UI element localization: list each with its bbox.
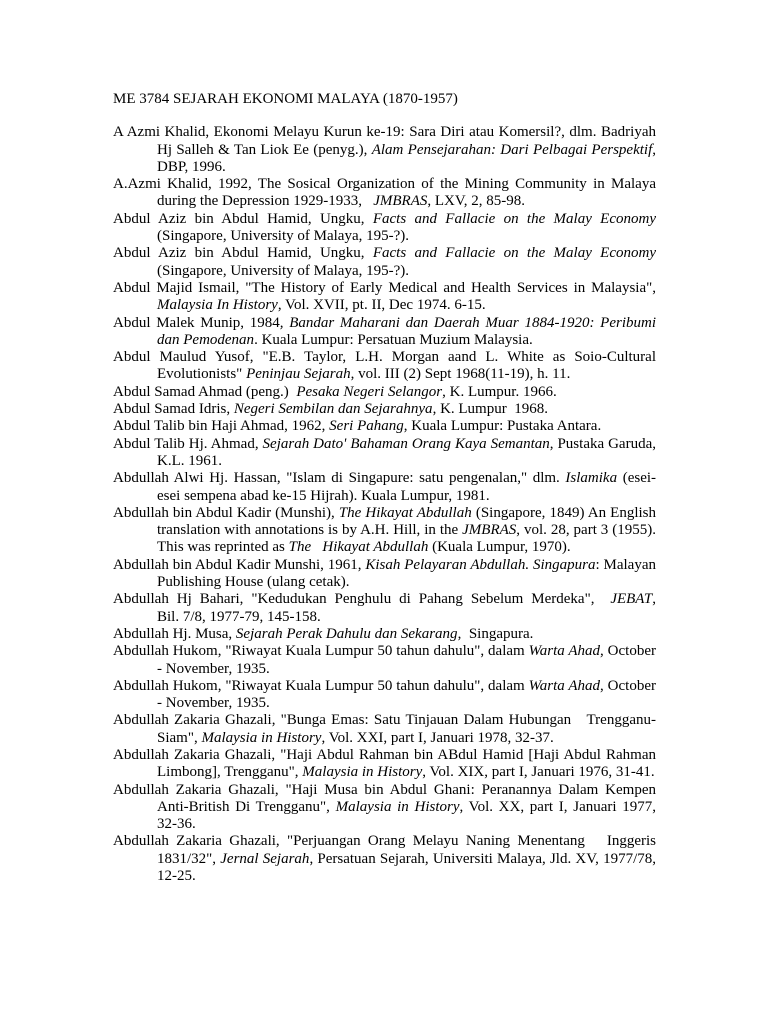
bibliography-entry [113,712,656,747]
citation-text: , Vol. XX, part I, Januari 1977, 32-36. [157,798,660,833]
citation-italic-title: Warta Ahad [528,677,601,694]
bibliography-entry [113,643,660,678]
citation-text: (esei-esei sempena abad ke-15 Hijrah). Kuala Lumpur, 1981. [157,470,657,504]
citation-italic-title: Facts and Fallacie on the Malay Economy [372,210,656,227]
citation-text: Abdullah Zakaria Ghazali, "Haji Abdul Rahman bin ABdul Hamid [Haji Abdul Rahman Limbong], Trengganu", [113,746,660,781]
citation-text: (Singapore, 1849) An English translation with annotations is by A.H. Hill, in the [157,504,660,539]
citation-text: Abdul Samad Idris, [113,401,234,418]
citation-text: , K. Lumpur 1968. [432,401,548,418]
bibliography-entry [113,124,660,176]
citation-text: Abdullah bin Abdul Kadir (Munshi), [113,504,339,521]
citation-text: Abdullah Hukom, "Riwayat Kuala Lumpur 50 tahun dahulu", dalam [113,677,529,694]
citation-italic-title: JEBAT [610,591,653,608]
bibliography-entry [113,384,656,401]
citation-italic-title: Malaysia in History [302,764,423,781]
bibliography-entry [113,176,660,211]
citation-text: , Kuala Lumpur: Pustaka Antara. [403,418,602,435]
citation-text: Abdullah Zakaria Ghazali, "Haji Musa bin Abdul Ghani: Peranannya Dalam Kempen Anti-British Di Trengganu", [113,781,659,815]
bibliography-entry [113,746,660,782]
citation-text: Abdullah Hj Bahari, "Kedudukan Penghulu di Pahang Sebelum Merdeka", [113,591,611,608]
citation-italic-title: The Hikayat Abdullah [288,539,429,556]
citation-text: Abdullah Zakaria Ghazali, "Bunga Emas: Satu Tinjauan Dalam Hubungan Trengganu-Siam", [113,712,656,746]
citation-text: , October - November, 1935. [157,643,660,677]
citation-italic-title: Islamika [565,470,618,487]
citation-text: Abdul Talib bin Haji Ahmad, 1962, [113,418,330,435]
citation-text: , Pustaka Garuda, K.L. 1961. [157,435,660,469]
citation-text: , vol. III (2) Sept 1968(11-19), h. 11. [350,366,571,383]
bibliography-entry [113,314,660,350]
bibliography-entry [113,677,660,713]
citation-italic-title: Sejarah Dato' Bahaman Orang Kaya Semantan [262,435,550,452]
citation-italic-title: Malaysia in History [201,729,322,746]
bibliography-entry [113,279,660,315]
bibliography-entry [113,833,660,885]
bibliography-page [113,91,679,885]
citation-text: Abdullah Alwi Hj. Hassan, "Islam di Singapure: satu pengenalan," dlm. [113,470,566,487]
citation-text: Abdul Talib Hj. Ahmad, [113,435,263,452]
citation-text: A Azmi Khalid, Ekonomi Melayu Kurun ke-19: Sara Diri atau Komersil?, dlm. Badriyah Hj Salleh & Tan Liok Ee (penyg.), [113,124,660,158]
citation-text: Abdul Samad Ahmad (peng.) [113,383,297,400]
citation-text: . Kuala Lumpur: Persatuan Muzium Malaysia. [254,331,533,348]
citation-text: , Singapura. [457,625,534,642]
bibliography-entry [113,349,660,384]
bibliography-entry [113,418,656,435]
citation-text: Abdul Majid Ismail, "The History of Early Medical and Health Services in Malaysia", [113,279,660,296]
citation-text: A.Azmi Khalid, 1992, The Sosical Organization of the Mining Community in Malaya during the Depression 1929-1933, [113,176,660,210]
citation-italic-title: Negeri Sembilan dan Sejarahnya [233,401,433,418]
bibliography-list [113,124,679,885]
citation-italic-title: Pesaka Negeri Selangor [296,383,443,400]
citation-text: (Kuala Lumpur, 1970). [428,539,571,556]
bibliography-entry [113,435,660,471]
bibliography-entry [113,504,660,557]
citation-text: , DBP, 1996. [157,141,660,175]
citation-italic-title: Malaysia In History [157,297,278,314]
citation-italic-title: JMBRAS [462,522,517,539]
bibliography-entry [113,626,656,643]
bibliography-entry [113,781,660,834]
bibliography-entry [113,591,679,626]
citation-text: , Bil. 7/8, 1977-79, 145-158. [157,591,679,625]
bibliography-entry [113,556,660,592]
citation-text: Abdullah Zakaria Ghazali, "Perjuangan Orang Melayu Naning Menentang Inggeris 1831/32", [113,833,660,867]
citation-text: , vol. 28, part 3 (1955). This was reprinted as [157,522,660,556]
bibliography-entry [113,210,660,246]
citation-italic-title: Jernal Sejarah [220,850,310,867]
citation-text: , October - November, 1935. [157,677,660,712]
citation-text: Abdul Malek Munip, 1984 [113,314,280,331]
citation-text: , Vol. XVII, pt. II, Dec 1974. 6-15. [277,297,486,314]
citation-text: Abdullah Hj. Musa, [113,625,236,642]
citation-italic-title: JMBRAS [373,193,428,210]
citation-text: , Vol. XIX, part I, Januari 1976, 31-41. [422,764,655,781]
citation-text: , Vol. XXI, part I, Januari 1978, 32-37. [321,729,554,746]
citation-italic-title: Warta Ahad [528,643,601,660]
citation-italic-title: Malaysia in History [335,798,460,815]
citation-text: , K. Lumpur. 1966. [442,383,557,400]
citation-text: , LXV, 2, 85-98. [427,193,525,210]
citation-text: , Persatuan Sejarah, Universiti Malaya, Jld. XV, 1977/78, 12-25. [157,850,660,885]
citation-text: Abdullah Hukom, "Riwayat Kuala Lumpur 50 tahun dahulu", dalam [113,643,529,660]
citation-italic-title: Peninjau Sejarah [246,366,351,383]
bibliography-entry [113,470,656,505]
citation-text: Abdul Aziz bin Abdul Hamid, Ungku, [113,245,373,262]
citation-text: Abdul Aziz bin Abdul Hamid, Ungku, [113,210,373,227]
bibliography-entry [113,401,656,418]
citation-text: Abdullah bin Abdul Kadir Munshi, 1961, [113,556,366,573]
citation-italic-title: The Hikayat Abdullah [338,504,472,521]
citation-text: Abdul Maulud Yusof, "E.B. Taylor, L.H. Morgan aand L. White as Soio-Cultural Evolutionists" [113,349,660,383]
bibliography-entry [113,245,660,280]
citation-italic-title: Seri Pahang [329,418,404,435]
citation-text: : Malayan Publishing House (ulang cetak). [157,556,660,591]
citation-italic-title: , Bandar Maharani dan Daerah Muar 1884-1920: Peribumi dan Pemodenan [157,314,660,348]
document-title: ME 3784 SEJARAH EKONOMI MALAYA (1870-1957) [113,91,458,107]
citation-italic-title: Sejarah Perak Dahulu dan Sekarang [235,625,458,642]
citation-text: (Singapore, University of Malaya, 195-?). [157,210,660,245]
citation-italic-title: Facts and Fallacie on the Malay Economy [372,245,656,262]
citation-italic-title: Alam Pensejarahan: Dari Pelbagai Perspektif [371,141,653,158]
citation-text: (Singapore, University of Malaya, 195-?). [157,245,660,279]
citation-italic-title: Kisah Pelayaran Abdullah. Singapura [365,556,596,573]
